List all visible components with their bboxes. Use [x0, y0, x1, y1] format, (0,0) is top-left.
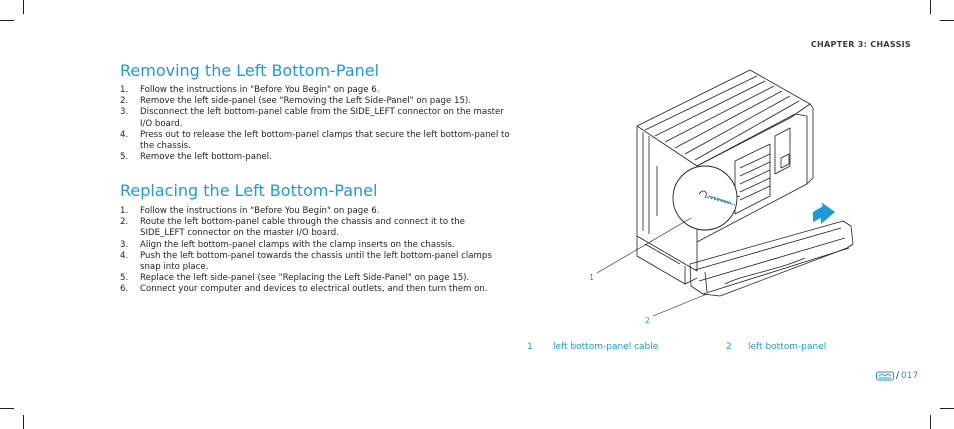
list-item: 2. Remove the left side-panel (see "Removing the Left Side-Panel" on page 15). [120, 96, 472, 107]
crop-mark [0, 408, 14, 409]
crop-mark [930, 415, 931, 429]
callout-1: 1 [589, 273, 595, 282]
chapter-header: CHAPTER 3: CHASSIS [810, 40, 911, 49]
list-item: 5. Replace the left side-panel (see "Replacing the Left Side-Panel" on page 15). [120, 273, 470, 284]
page-number [876, 371, 918, 381]
chassis-illustration [585, 66, 865, 331]
page-separator: / [896, 371, 900, 381]
crop-mark [930, 0, 931, 14]
pull-arrow-icon [813, 202, 835, 224]
list-item: 5. Remove the left bottom-panel. [120, 152, 272, 163]
callout-2: 2 [645, 316, 651, 325]
crop-mark [940, 20, 954, 21]
removing-steps [120, 85, 512, 163]
replacing-steps [120, 206, 512, 296]
list-item: 2. Route the left bottom-panel cable through the chassis and connect it to the SIDE_LEFT connector on the master I/O board. [120, 217, 465, 239]
page-number-value: 017 [901, 371, 919, 381]
crop-mark [23, 415, 24, 429]
replacing-title: Replacing the Left Bottom-Panel [120, 181, 378, 200]
crop-mark [0, 20, 14, 21]
list-item: 4. Press out to release the left bottom-panel clamps that secure the left bottom-panel to the chassis. [120, 129, 510, 152]
list-item: 3. Align the left bottom-panel clamps with the clamp inserts on the chassis. [120, 239, 455, 250]
list-item: 4. Push the left bottom-panel towards the chassis until the left bottom-panel clamps snap into place. [120, 250, 492, 273]
legend-label-2: left bottom-panel [748, 342, 827, 352]
legend-num-2: 2 [726, 342, 732, 352]
list-item: 6. Connect your computer and devices to electrical outlets, and then turn them on. [120, 284, 488, 295]
removing-title: Removing the Left Bottom-Panel [120, 61, 380, 80]
crop-mark [23, 0, 24, 14]
legend-label-1: left bottom-panel cable [553, 342, 659, 352]
list-item: 1. Follow the instructions in "Before You Begin" on page 6. [120, 85, 380, 95]
crop-mark [940, 408, 954, 409]
alienware-logo-icon [876, 371, 894, 381]
legend-num-1: 1 [527, 342, 533, 352]
list-item: 3. Disconnect the left bottom-panel cable from the SIDE_LEFT connector on the master I/O board. [120, 107, 504, 129]
list-item: 1. Follow the instructions in "Before You Begin" on page 6. [120, 206, 380, 216]
